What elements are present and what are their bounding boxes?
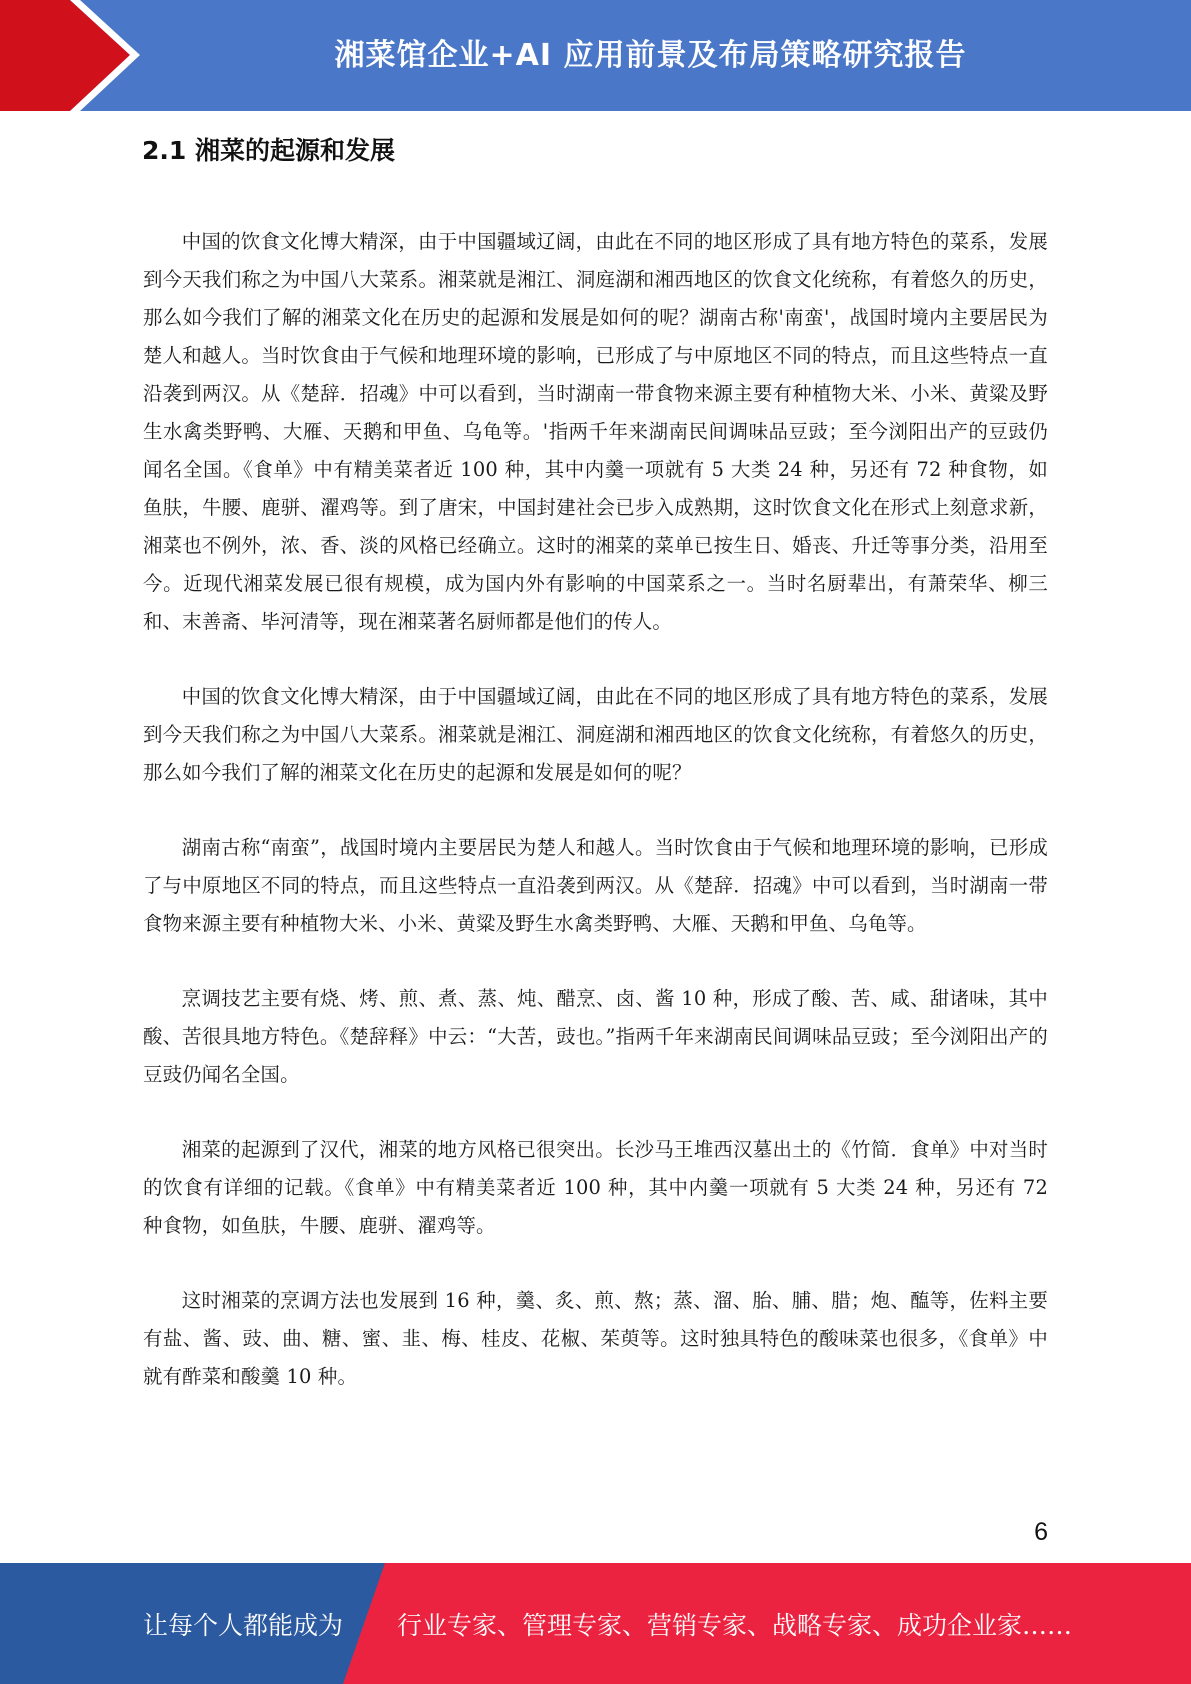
- paragraph: 中国的饮食文化博大精深，由于中国疆域辽阔，由此在不同的地区形成了具有地方特色的菜系，发展到今天我们称之为中国八大菜系。湘菜就是湘江、洞庭湖和湘西地区的饮食文化统称，有着悠久的历史，那么如今我们了解的湘菜文化在历史的起源和发展是如何的呢？: [143, 685, 1048, 784]
- paragraph: 湘菜的起源到了汉代，湘菜的地方风格已很突出。长沙马王堆西汉墓出土的《竹简．食单》中对当时的饮食有详细的记载。《食单》中有精美菜者近 100 种，其中内羹一项就有 5 大类 24 种，另还有 72 种食物，如鱼肤，牛腰、鹿骈、濯鸡等。: [143, 1138, 1048, 1237]
- page-footer: [0, 1563, 1191, 1684]
- page-header: [0, 0, 1191, 111]
- body-text: [143, 223, 1048, 1433]
- paragraph: 烹调技艺主要有烧、烤、煎、煮、蒸、炖、醋烹、卤、酱 10 种，形成了酸、苦、咸、甜诸味，其中酸、苦很具地方特色。《楚辞释》中云：“大苦，豉也。”指两千年来湖南民间调味品豆豉；至今浏阳出产的豆豉仍闻名全国。: [143, 987, 1048, 1086]
- footer-slogan-left: 让每个人都能成为: [143, 1610, 344, 1640]
- header-red-chevron: [0, 0, 130, 111]
- section-heading: 2.1 湘菜的起源和发展: [142, 136, 395, 165]
- paragraph: 中国的饮食文化博大精深，由于中国疆域辽阔，由此在不同的地区形成了具有地方特色的菜系，发展到今天我们称之为中国八大菜系。湘菜就是湘江、洞庭湖和湘西地区的饮食文化统称，有着悠久的历史，那么如今我们了解的湘菜文化在历史的起源和发展是如何的呢？湖南古称'南蛮'，战国时境内主要居民为楚人和越人。当时饮食由于气候和地理环境的影响，已形成了与中原地区不同的特点，而且这些特点一直沿袭到两汉。从《楚辞．招魂》中可以看到，当时湖南一带食物来源主要有种植物大米、小米、黄粱及野生水禽类野鸭、大雁、天鹅和甲鱼、乌龟等。'指两千年来湖南民间调味品豆豉；至今浏阳出产的豆豉仍闻名全国。《食单》中有精美菜者近 100 种，其中内羹一项就有 5 大类 24 种，另还有 72 种食物，如鱼肤，牛腰、鹿骈、濯鸡等。到了唐宋，中国封建社会已步入成熟期，这时饮食文化在形式上刻意求新，湘菜也不例外，浓、香、淡的风格已经确立。这时的湘菜的菜单已按生日、婚丧、升迁等事分类，沿用至今。近现代湘菜发展已很有规模，成为国内外有影响的中国菜系之一。当时名厨辈出，有萧荣华、柳三和、末善斋、毕河清等，现在湘菜著名厨师都是他们的传人。: [143, 230, 1048, 633]
- header-chevron-decoration: [0, 0, 160, 111]
- footer-slogan-right: 行业专家、管理专家、营销专家、战略专家、成功企业家……: [397, 1610, 1073, 1640]
- page-number: 6: [1034, 1518, 1048, 1546]
- report-title: 湘菜馆企业+AI 应用前景及布局策略研究报告: [334, 37, 967, 73]
- paragraph: 这时湘菜的烹调方法也发展到 16 种，羹、炙、煎、熬；蒸、溜、胎、脯、腊；炮、醢等，佐料主要有盐、酱、豉、曲、糖、蜜、韭、梅、桂皮、花椒、茱萸等。这时独具特色的酸味菜也很多，《食单》中就有酢菜和酸羹 10 种。: [143, 1289, 1048, 1388]
- paragraph: 湖南古称“南蛮”，战国时境内主要居民为楚人和越人。当时饮食由于气候和地理环境的影响，已形成了与中原地区不同的特点，而且这些特点一直沿袭到两汉。从《楚辞．招魂》中可以看到，当时湖南一带食物来源主要有种植物大米、小米、黄粱及野生水禽类野鸭、大雁、天鹅和甲鱼、乌龟等。: [143, 836, 1048, 935]
